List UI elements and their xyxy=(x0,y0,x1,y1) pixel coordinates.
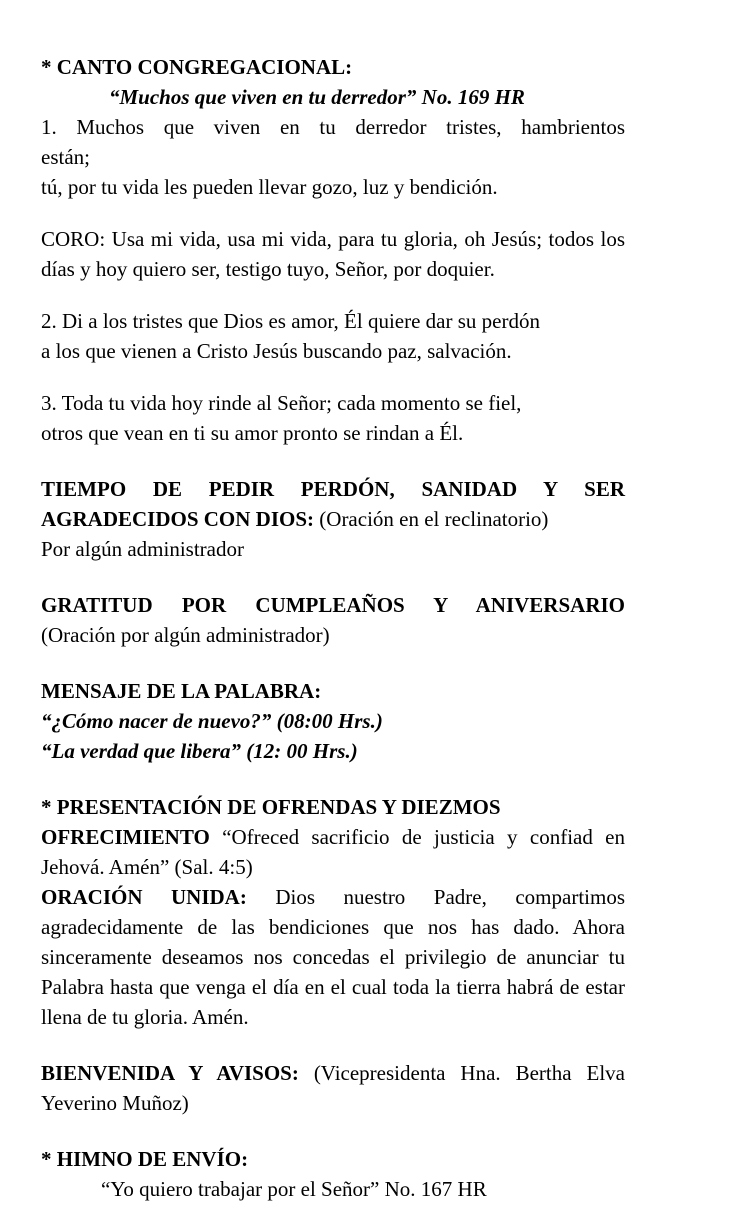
bulletin-page xyxy=(41,52,625,1204)
offerings-heading: * PRESENTACIÓN DE OFRENDAS Y DIEZMOS xyxy=(41,795,501,819)
united-prayer-text: Dios nuestro Padre, compartimos agradecidamente de las bendiciones que nos has dado. Ahora sinceramente deseamos nos concedas el privilegio de anunciar tu Palabra hasta que venga el día en el cual toda la tierra habrá de estar llena de tu gloria. Amén. xyxy=(41,885,626,1029)
spacer xyxy=(41,448,625,474)
verse3-line2: otros que vean en ti su amor pronto se rindan a Él. xyxy=(41,421,464,445)
spacer xyxy=(41,766,625,792)
message-heading: MENSAJE DE LA PALABRA: xyxy=(41,679,322,703)
spacer xyxy=(41,284,625,306)
spacer xyxy=(41,1118,625,1144)
section-welcome xyxy=(41,1058,625,1118)
spacer xyxy=(41,202,625,224)
congregational-song-heading: * CANTO CONGREGACIONAL: xyxy=(41,55,353,79)
message-title-1: “¿Cómo nacer de nuevo?” (08:00 Hrs.) xyxy=(41,709,383,733)
section-congregational-song xyxy=(41,52,625,448)
verse1-line3: tú, por tu vida les pueden llevar gozo, luz y bendición. xyxy=(41,175,498,199)
welcome-label: BIENVENIDA Y AVISOS: xyxy=(41,1061,299,1085)
verse1-line1: 1. Muchos que viven en tu derredor tristes, hambrientos xyxy=(41,115,625,139)
spacer xyxy=(41,650,625,676)
section-closing-hymn xyxy=(41,1144,625,1204)
chorus-label: CORO: xyxy=(41,227,106,251)
chorus-text: Usa mi vida, usa mi vida, para tu gloria, oh Jesús; todos los días y hoy quiero ser, testigo tuyo, Señor, por doquier. xyxy=(41,227,625,281)
verse1-line2: están; xyxy=(41,145,90,169)
forgiveness-note: (Oración en el reclinatorio) xyxy=(319,507,549,531)
forgiveness-heading-paragraph xyxy=(41,474,625,534)
congregational-hymn-title: “Muchos que viven en tu derredor” No. 169 HR xyxy=(109,85,525,109)
message-title-2: “La verdad que libera” (12: 00 Hrs.) xyxy=(41,739,358,763)
spacer xyxy=(41,564,625,590)
verse2-line1: 2. Di a los tristes que Dios es amor, Él quiere dar su perdón xyxy=(41,309,540,333)
gratitude-note: (Oración por algún administrador) xyxy=(41,623,330,647)
forgiveness-heading: TIEMPO DE PEDIR PERDÓN, SANIDAD Y SER AGRADECIDOS CON DIOS: xyxy=(41,477,625,531)
offering-text: “Ofreced sacrificio de justicia y confiad en Jehová. Amén” (Sal. 4:5) xyxy=(41,825,626,879)
section-forgiveness-time xyxy=(41,474,625,564)
gratitude-heading: GRATITUD POR CUMPLEAÑOS Y ANIVERSARIO xyxy=(41,593,625,617)
offering-paragraph xyxy=(41,822,625,882)
closing-hymn-heading: * HIMNO DE ENVÍO: xyxy=(41,1147,249,1171)
verse3-line1: 3. Toda tu vida hoy rinde al Señor; cada momento se fiel, xyxy=(41,391,522,415)
united-prayer-paragraph xyxy=(41,882,625,1032)
forgiveness-subnote: Por algún administrador xyxy=(41,537,244,561)
section-offerings xyxy=(41,792,625,1032)
verse2-line2: a los que vienen a Cristo Jesús buscando paz, salvación. xyxy=(41,339,512,363)
chorus-paragraph xyxy=(41,224,625,284)
offering-label: OFRECIMIENTO xyxy=(41,825,210,849)
section-message xyxy=(41,676,625,766)
welcome-text: (Vicepresidenta Hna. Bertha Elva Yeverino Muñoz) xyxy=(41,1061,626,1115)
spacer xyxy=(41,1032,625,1058)
welcome-paragraph xyxy=(41,1058,625,1118)
section-gratitude xyxy=(41,590,625,650)
closing-hymn-title: “Yo quiero trabajar por el Señor” No. 167 HR xyxy=(101,1177,487,1201)
united-prayer-label: ORACIÓN UNIDA: xyxy=(41,885,247,909)
spacer xyxy=(41,366,625,388)
